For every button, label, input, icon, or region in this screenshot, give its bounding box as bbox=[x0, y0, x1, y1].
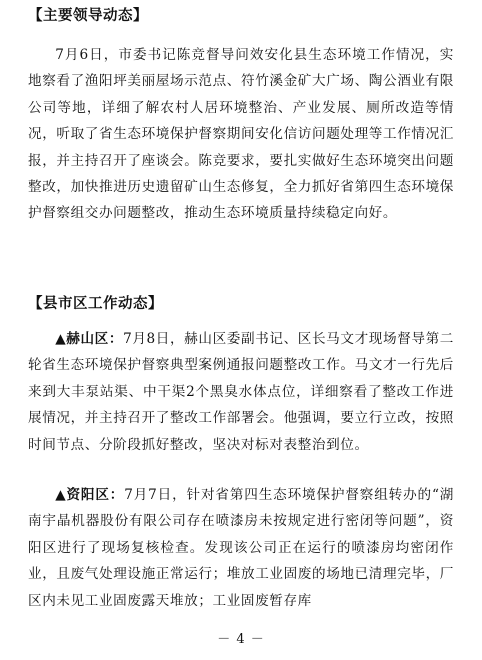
news-item-lead: ▲赫山区： bbox=[55, 331, 124, 347]
news-item-heshan bbox=[28, 326, 454, 458]
news-item-text: 7月7日，针对省第四生态环境保护督察组转办的“湖南宇晶机器股份有限公司存在喷漆房未按规定进行密闭等问题”，资阳区进行了现场复核检查。发现该公司正在运行的喷漆房均密闭作业，且废气处理设施正常运行；堆放工业固废的场地已清理完毕，厂区内未见工业固废露天堆放；工业固废暂存库 bbox=[28, 487, 454, 609]
section-heading-leadership: 【主要领导动态】 bbox=[28, 8, 148, 24]
section-heading-county-news: 【县市区工作动态】 bbox=[28, 296, 163, 312]
news-item-ziyang bbox=[28, 482, 454, 614]
page-number: － 4 － bbox=[217, 632, 265, 647]
news-item-lead: ▲资阳区： bbox=[55, 487, 125, 503]
leadership-paragraph: 7月6日，市委书记陈竞督导问效安化县生态环境工作情况，实地察看了渔阳坪美丽屋场示范点、符竹溪金矿大广场、陶公酒业有限公司等地，详细了解农村人居环境整治、产业发展、厕所改造等情况，听取了省生态环境保护督察期间安化信访问题处理等工作情况汇报，并主持召开了座谈会。陈竞要求，要扎实做好生态环境突出问题整改，加快推进历史遗留矿山生态修复，全力抓好省第四生态环境保护督察组交办问题整改，推动生态环境质量持续稳定向好。 bbox=[28, 47, 454, 222]
news-item-text: 7月8日，赫山区委副书记、区长马文才现场督导第二轮省生态环境保护督察典型案例通报问题整改工作。马文才一行先后来到大丰泵站渠、中干渠2个黑臭水体点位，详细察看了整改工作进展情况，并主持召开了整改工作部署会。他强调，要立行立改，按照时间节点、分阶段抓好整改，坚决对标对表整治到位。 bbox=[28, 331, 454, 453]
